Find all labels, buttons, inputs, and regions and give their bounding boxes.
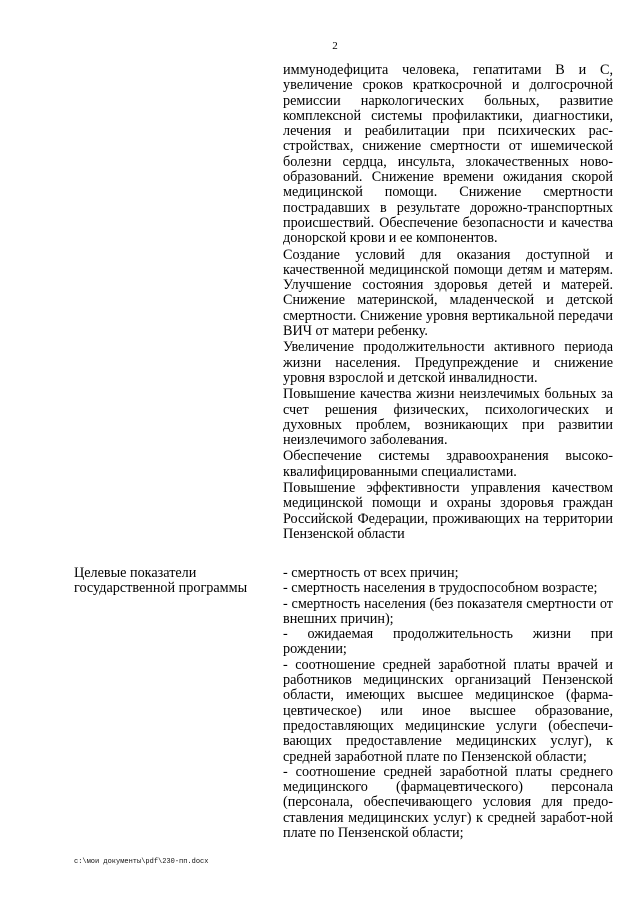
- page-number: 2: [332, 40, 338, 52]
- target-item: - смертность населения в трудоспособном возрасте;: [283, 580, 598, 597]
- goals-section: [283, 63, 613, 542]
- file-path-footer: c:\мои документы\pdf\230-пп.docx: [74, 858, 209, 866]
- goals-paragraph-3: Увеличение продолжительности активного периода жизни населения. Предупреждение и снижение уровня взрослой и детской инвалидности.: [283, 339, 613, 386]
- goals-paragraph-4: Повышение качества жизни неизлечимых больных за счет решения физических, психологических и духовных проблем, возникающих при развитии неизлечимого заболевания.: [283, 386, 613, 449]
- targets-label: Целевые показатели государственной программы: [74, 565, 248, 597]
- target-item: - соотношение средней заработной платы врачей и работников медицинских организаций Пензенской области, имеющих высшее медицинское (фарма-цевтическое) или иное высшее образование, предоставляющих медицинские услуги (обеспечи-вающих предоставление медицинских услуг), к средней заработной плате по Пензенской области;: [283, 656, 613, 765]
- goals-paragraph-2: Создание условий для оказания доступной и качественной медицинской помощи детям и матерям. Улучшение состояния здоровья детей и матерей. Снижение материнской, младенческой и детской смертности. Снижение уровня вертикальной передачи ВИЧ от матери ребенку.: [283, 246, 613, 340]
- target-item: - ожидаемая продолжительность жизни при рождении;: [283, 626, 613, 658]
- goals-paragraph-6: Повышение эффективности управления качеством медицинской помощи и охраны здоровья граждан Российской Федерации, проживающих на территории Пензенской области: [283, 480, 613, 542]
- goals-paragraph-1: иммунодефицита человека, гепатитами В и С, увеличение сроков краткосрочной и долгосрочной ремиссии наркологических больных, развитие комплексной системы профилактики, диагностики, лечения и реабилитации при психических рас-стройствах, снижение смертности от ишемической болезни сердца, инсульта, злокачественных ново-образований. Снижение времени ожидания скорой медицинской помощи. Снижение смертности пострадавших в результате дорожно-транспортных происшествий. Обеспечение безопасности и качества донорской крови и ее компонентов.: [283, 62, 613, 247]
- target-item: - смертность населения (без показателя смертности от внешних причин);: [283, 595, 613, 627]
- target-item: - соотношение средней заработной платы среднего медицинского (фармацевтического) персонала (персонала, обеспечивающего условия для предо-ставления медицинских услуг) к средней заработ-ной плате по Пензенской области;: [283, 763, 613, 842]
- target-item: - смертность от всех причин;: [283, 565, 459, 581]
- targets-list: [283, 566, 613, 841]
- goals-paragraph-5: Обеспечение системы здравоохранения высоко-квалифицированными специалистами.: [283, 448, 613, 480]
